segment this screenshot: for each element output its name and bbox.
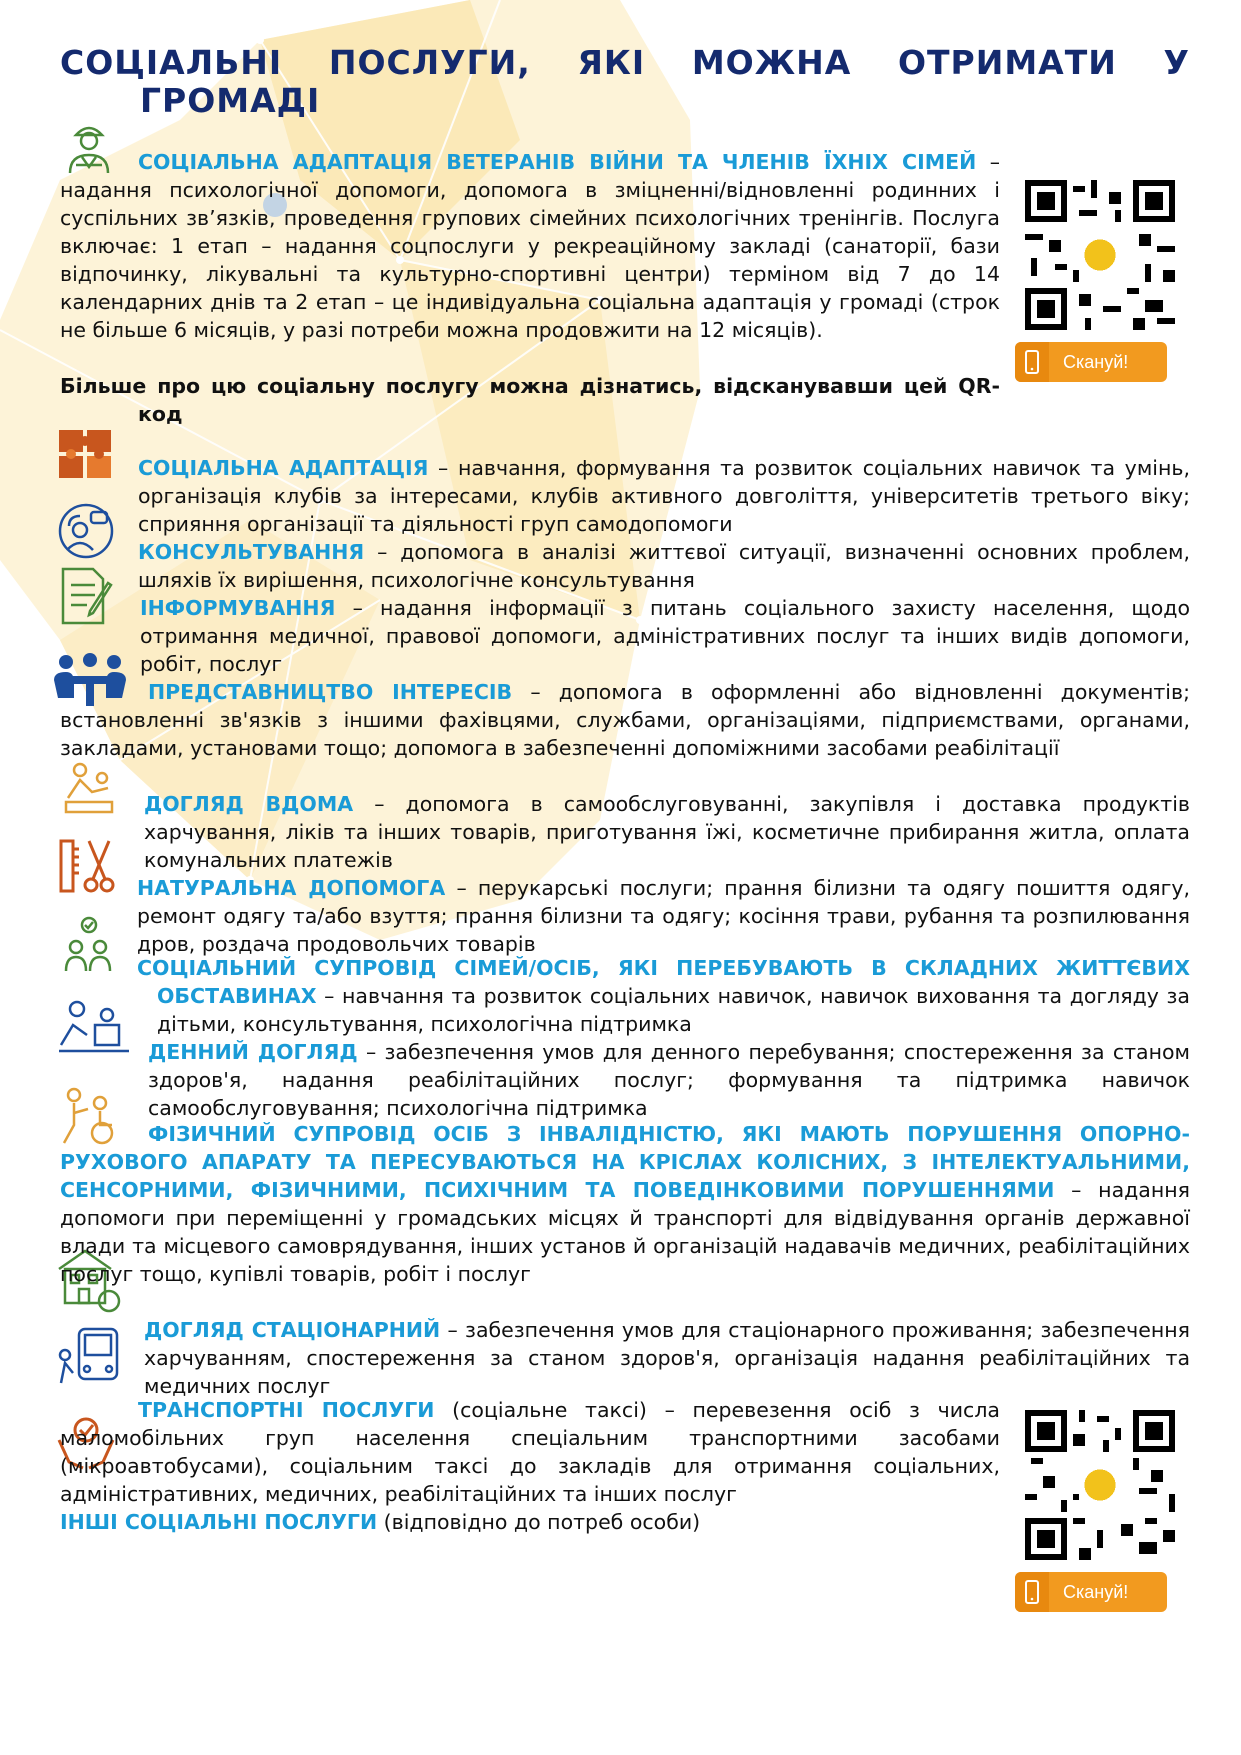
scan-label: Скануй! — [1063, 1581, 1129, 1602]
family-support-icon — [58, 915, 120, 977]
service-heading: ДОГЛЯД СТАЦІОНАРНИЙ — [144, 1318, 441, 1342]
service-heading: ІНФОРМУВАННЯ — [140, 596, 336, 620]
service-heading: СОЦІАЛЬНИЙ СУПРОВІД СІМЕЙ/ОСІБ, ЯКІ ПЕРЕБУВАЮТЬ В СКЛАДНИХ ЖИТТЄВИХ ОБСТАВИНАХ — [137, 956, 1190, 1008]
scan-label: Скануй! — [1063, 351, 1129, 372]
scan-button-transport[interactable] — [1015, 1572, 1167, 1612]
service-description: – надання психологічної допомоги, допомога в зміцненні/відновленні родинних і суспільних зв’язків, проведення групових сімейних психологічних тренінгів. Послуга включає: 1 етап – надання соцпослуги у рекреаційному закладі (санаторії, бази відпочинку, лікувальні та культурно-спортивні центри) терміном від 7 до 14 календарних днів та 2 етап – це індивідуальна соціальна адаптація у громаді (строк не більше 6 місяців, у разі потреби можна продовжити на 12 місяців). — [60, 150, 1000, 342]
service-description: – навчання та розвиток соціальних навичок, навичок виховання та догляду за дітьми, консультування, психологічна підтримка — [157, 984, 1190, 1036]
title-line-2: ГРОМАДІ — [140, 81, 321, 120]
service-description: – надання допомоги при переміщенні у громадських місцях й транспорті для відвідування органів державної влади та місцевого самоврядування, інших установ й організацій надавачів медичних, реабілітаційних послуг тощо, купівлі товарів, робіт і послуг — [60, 1178, 1191, 1286]
service-description: (відповідно до потреб особи) — [377, 1510, 701, 1534]
service-in-kind-help — [137, 874, 1190, 958]
service-heading: ПРЕДСТАВНИЦТВО ІНТЕРЕСІВ — [148, 680, 513, 704]
scan-button-veterans[interactable] — [1015, 342, 1167, 382]
service-informing — [140, 594, 1190, 678]
document-icon — [55, 565, 117, 627]
qr-code-veterans[interactable] — [1025, 180, 1175, 330]
service-physical-escort — [60, 1120, 1190, 1288]
service-other — [60, 1508, 1000, 1536]
service-veterans-adaptation — [60, 148, 1000, 344]
service-description: (соціальне таксі) – перевезення осіб з числа маломобільних груп населення спеціальним транспортними засобами (мікроавтобусами), соціальним таксі до закладів для отримання соціальних, адміністративних, медичних, реабілітаційних та інших послуг — [60, 1398, 1000, 1506]
service-description: – надання інформації з питань соціального захисту населення, щодо отримання медичної, правової допомоги, адміністративних послуг та інших видів допомоги, робіт, послуг — [140, 596, 1190, 676]
service-description: – допомога в самообслуговуванні, закупівля і доставка продуктів харчування, ліків та інших товарів, приготування їжі, косметичне прибирання житла, оплата комунальних платежів — [144, 792, 1191, 872]
service-day-care — [148, 1038, 1190, 1122]
service-heading: ДОГЛЯД ВДОМА — [144, 792, 354, 816]
service-description: – забезпечення умов для стаціонарного проживання; забезпечення харчуванням, спостереження за станом здоров'я, організація надання реабілітаційних та медичних послуг — [144, 1318, 1190, 1398]
service-description: – перукарські послуги; прання білизни та одягу пошиття одягу, ремонт одягу та/або взуття; прання білизни та одягу; косіння трави, рубання та розпилювання дров, роздача продовольчих товарів — [137, 876, 1190, 956]
service-description: – допомога в аналізі життєвої ситуації, визначенні основних проблем, шляхів їх вирішення, психологічне консультування — [138, 540, 1190, 592]
service-transport — [60, 1396, 1000, 1508]
service-residential-care — [144, 1316, 1190, 1400]
service-heading: ІНШІ СОЦІАЛЬНІ ПОСЛУГИ — [60, 1510, 378, 1534]
service-social-adaptation — [60, 454, 1190, 538]
service-description: – забезпечення умов для денного перебування; спостереження за станом здоров'я, надання реабілітаційних послуг; формування та підтримка навичок самообслуговування; психологічна підтримка — [148, 1040, 1191, 1120]
service-heading: ДЕННИЙ ДОГЛЯД — [148, 1040, 358, 1064]
qr-note-text: Більше про цю соціальну послугу можна дізнатись, відсканувавши цей QR-код — [60, 374, 1000, 426]
service-heading: СОЦІАЛЬНА АДАПТАЦІЯ ВЕТЕРАНІВ ВІЙНИ ТА ЧЛЕНІВ ЇХНІХ СІМЕЙ — [138, 150, 977, 174]
service-description: – допомога в оформленні або відновленні документів; встановленні зв'язків з іншими фахівцями, службами, організаціями, підприємствами, органами, закладами, установами тощо; допомога в забезпеченні допоміжними засобами реабілітації — [60, 680, 1190, 760]
phone-icon — [1015, 1572, 1049, 1612]
service-heading: НАТУРАЛЬНА ДОПОМОГА — [137, 876, 446, 900]
service-heading: КОНСУЛЬТУВАННЯ — [138, 540, 365, 564]
service-family-support — [137, 954, 1190, 1038]
home-care-icon — [58, 758, 120, 820]
qr-code-transport[interactable] — [1025, 1410, 1175, 1560]
qr-note — [60, 372, 1000, 428]
scissors-comb-icon — [55, 835, 117, 897]
service-heading: СОЦІАЛЬНА АДАПТАЦІЯ — [138, 456, 429, 480]
page-title — [60, 44, 1190, 120]
service-home-care — [144, 790, 1190, 874]
title-line-1: СОЦІАЛЬНІ ПОСЛУГИ, ЯКІ МОЖНА ОТРИМАТИ У — [60, 43, 1190, 82]
service-heading: ФІЗИЧНИЙ СУПРОВІД ОСІБ З ІНВАЛІДНІСТЮ, ЯКІ МАЮТЬ ПОРУШЕННЯ ОПОРНО-РУХОВОГО АПАРАТУ ТА ПЕРЕСУВАЮТЬСЯ НА КРІСЛАХ КОЛІСНИХ, З ІНТЕЛЕКТУАЛЬНИМИ, СЕНСОРНИМИ, ФІЗИЧНИМИ, ПСИХІЧНИМ ТА ПОВЕДІНКОВИМИ ПОРУШЕННЯМИ — [60, 1122, 1190, 1202]
phone-icon — [1015, 342, 1049, 382]
service-heading: ТРАНСПОРТНІ ПОСЛУГИ — [138, 1398, 435, 1422]
service-description: – навчання, формування та розвиток соціальних навичок та умінь, організація клубів за інтересами, клубів активного довголіття, університетів третього віку; сприяння організації та діяльності груп самодопомоги — [138, 456, 1190, 536]
day-care-icon — [55, 995, 135, 1057]
bus-icon — [55, 1325, 125, 1387]
service-representation — [60, 678, 1190, 762]
service-consulting — [138, 538, 1190, 594]
